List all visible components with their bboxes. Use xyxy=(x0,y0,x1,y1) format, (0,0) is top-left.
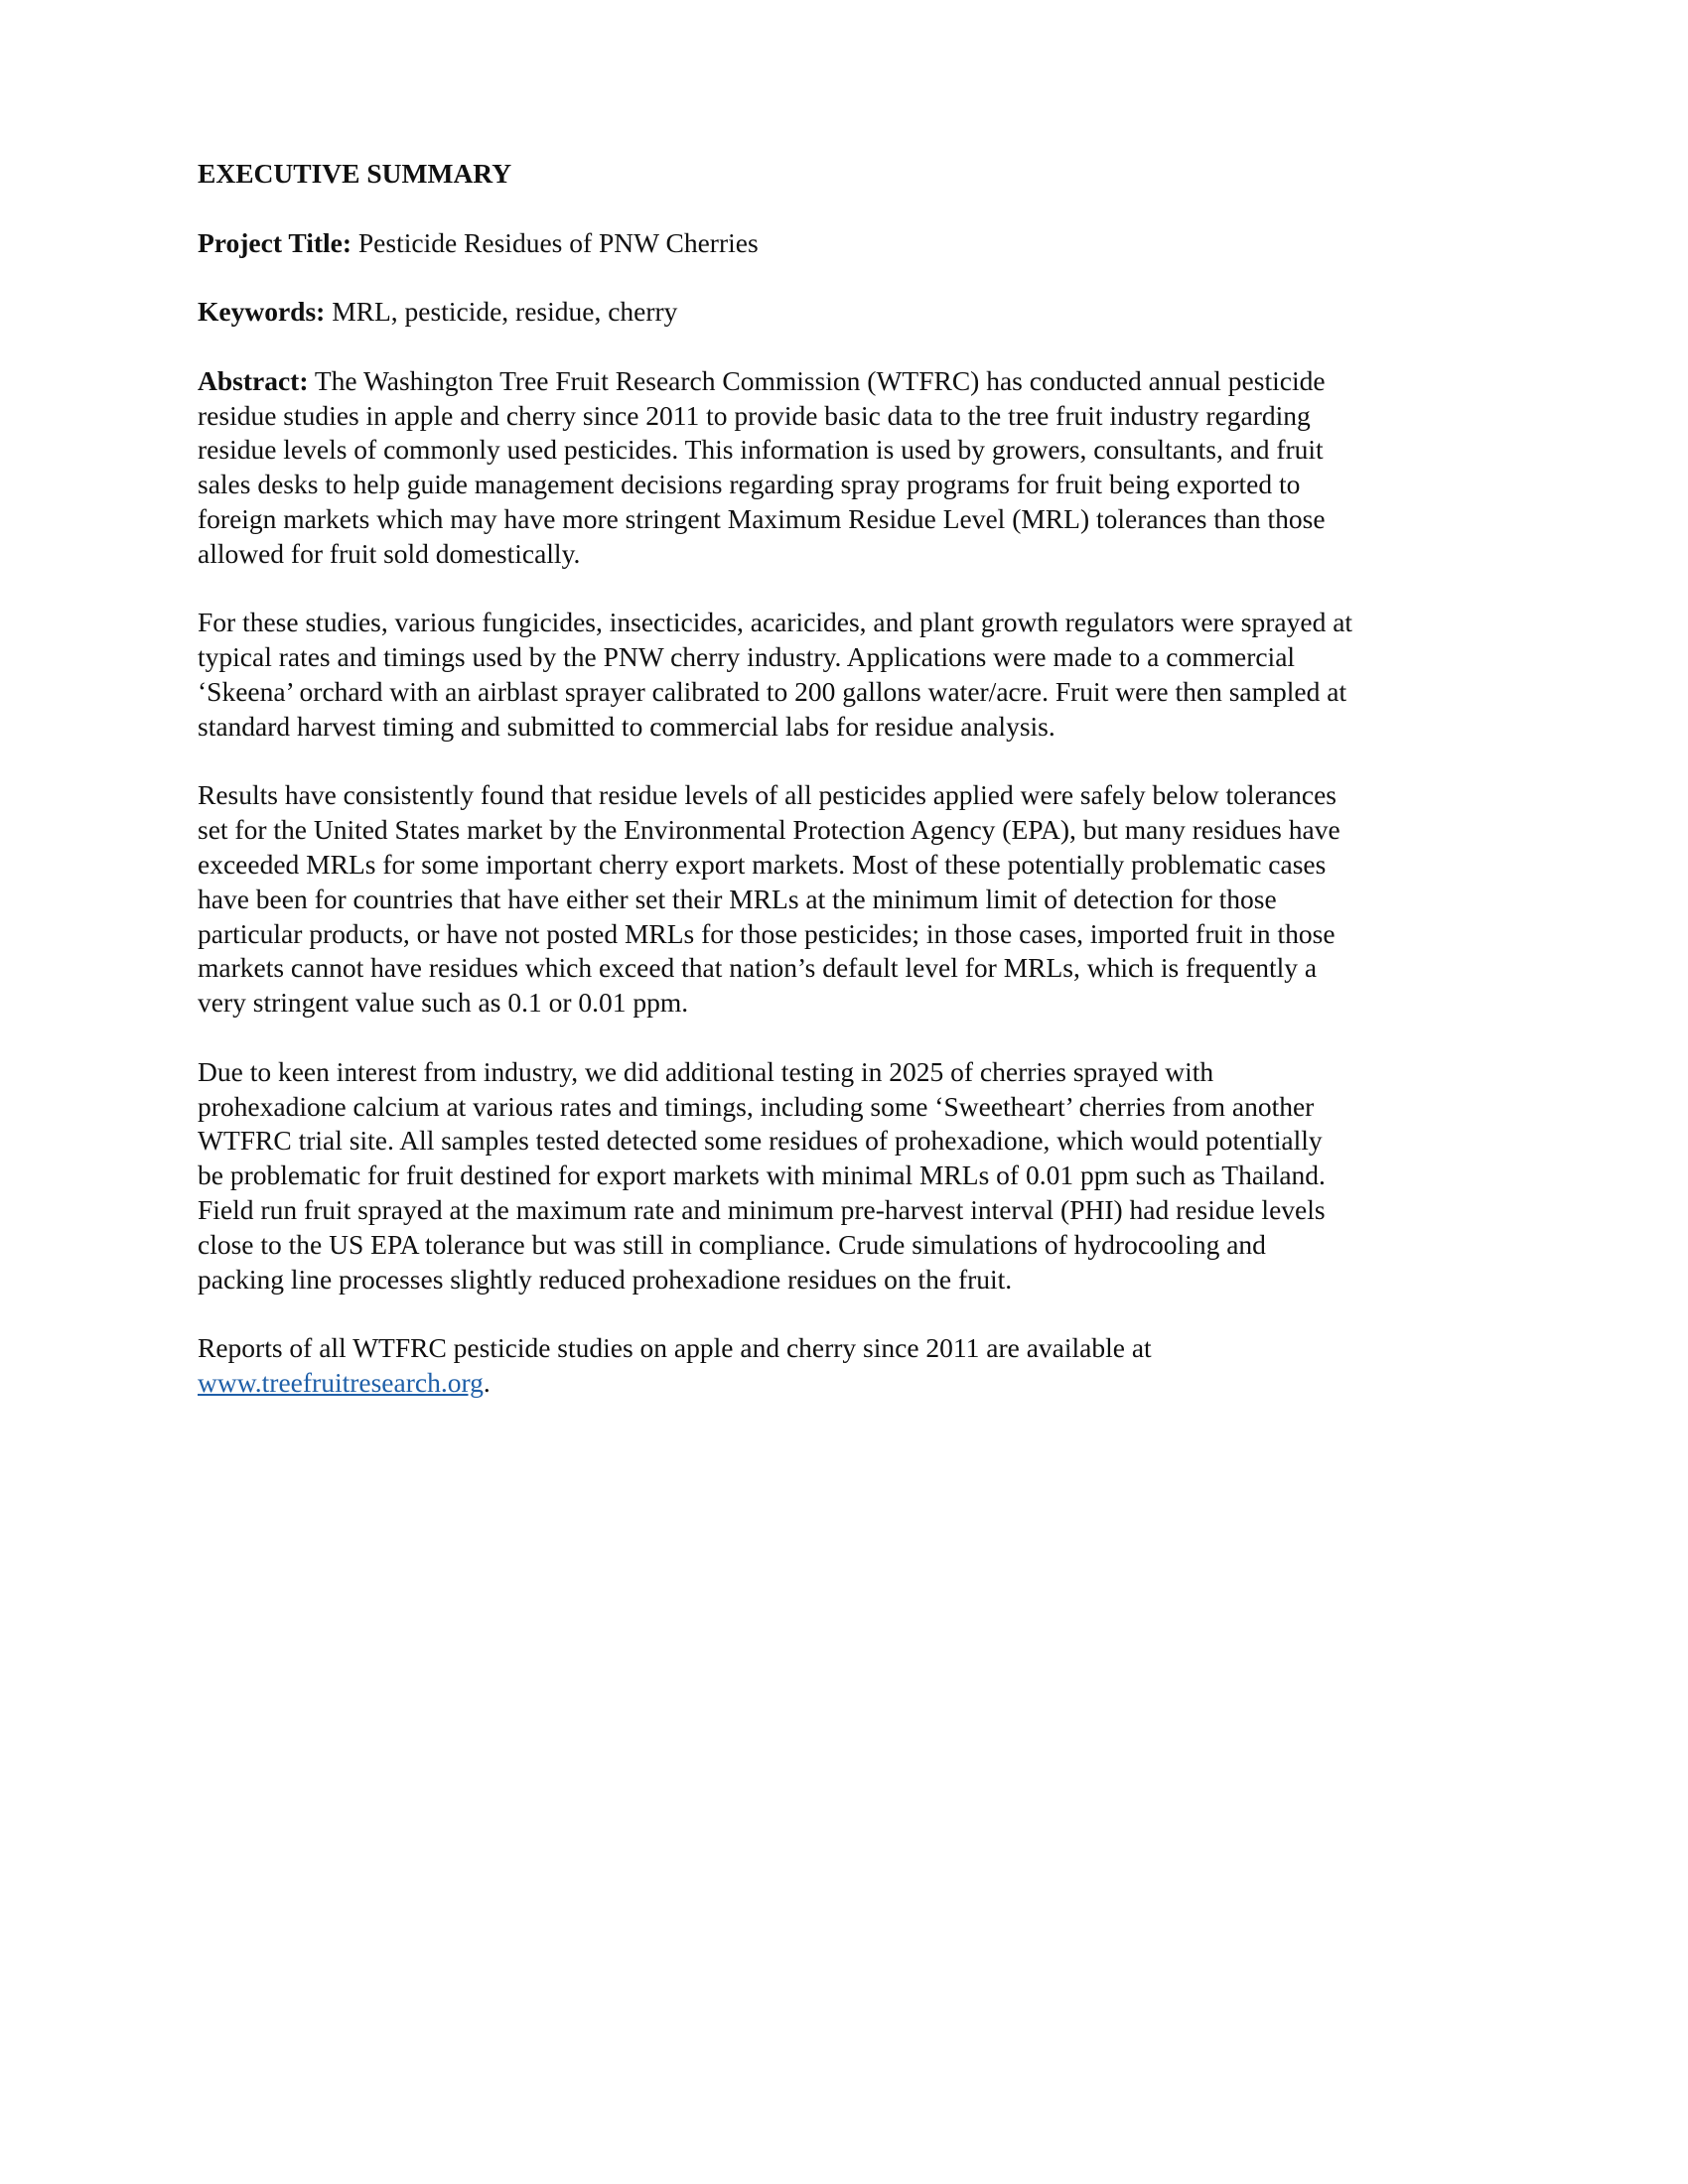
paragraph-line: Field run fruit sprayed at the maximum rate and minimum pre-harvest interval (PHI) had residue levels xyxy=(198,1193,1326,1225)
paragraph-line: packing line processes slightly reduced prohexadione residues on the fruit. xyxy=(198,1263,1013,1295)
paragraph-line: WTFRC trial site. All samples tested detected some residues of prohexadione, which would potentially xyxy=(198,1125,1323,1157)
paragraph-line: For these studies, various fungicides, insecticides, acaricides, and plant growth regulators were sprayed at xyxy=(198,607,1353,638)
abstract-line xyxy=(198,364,1508,399)
abstract-line: allowed for fruit sold domestically. xyxy=(198,537,581,569)
reports-paragraph xyxy=(198,1331,1508,1401)
paragraph-line: standard harvest timing and submitted to commercial labs for residue analysis. xyxy=(198,710,1055,742)
abstract-label: Abstract: xyxy=(198,364,309,396)
reports-link-line xyxy=(198,1366,1508,1401)
abstract-line: residue studies in apple and cherry since 2011 to provide basic data to the tree fruit industry regarding xyxy=(198,399,1311,431)
keywords-label: Keywords: xyxy=(198,296,326,328)
abstract-line-text: The Washington Tree Fruit Research Commission (WTFRC) has conducted annual pesticide xyxy=(308,364,1326,396)
abstract-line: sales desks to help guide management decisions regarding spray programs for fruit being exported to xyxy=(198,469,1301,500)
prohexadione-paragraph xyxy=(198,1055,1508,1297)
paragraph-line: ‘Skeena’ orchard with an airblast sprayer calibrated to 200 gallons water/acre. Fruit were then sampled at xyxy=(198,675,1347,707)
paragraph-line: be problematic for fruit destined for export markets with minimal MRLs of 0.01 ppm such as Thailand. xyxy=(198,1160,1326,1191)
document-page xyxy=(198,157,1508,1401)
results-paragraph xyxy=(198,778,1508,1021)
project-title-value: Pesticide Residues of PNW Cherries xyxy=(352,226,759,258)
paragraph-line: exceeded MRLs for some important cherry export markets. Most of these potentially problematic cases xyxy=(198,848,1327,880)
paragraph-line: set for the United States market by the Environmental Protection Agency (EPA), but many residues have xyxy=(198,814,1340,846)
page-heading: EXECUTIVE SUMMARY xyxy=(198,158,512,189)
paragraph-line: particular products, or have not posted MRLs for those pesticides; in those cases, imported fruit in those xyxy=(198,917,1336,949)
abstract-line: foreign markets which may have more stringent Maximum Residue Level (MRL) tolerances than those xyxy=(198,502,1326,534)
paragraph-line: have been for countries that have either set their MRLs at the minimum limit of detection for those xyxy=(198,883,1277,914)
abstract-line: residue levels of commonly used pesticides. This information is used by growers, consultants, and fruit xyxy=(198,434,1324,466)
paragraph-line: very stringent value such as 0.1 or 0.01 ppm. xyxy=(198,987,689,1019)
link-trailing-period: . xyxy=(483,1366,491,1398)
paragraph-line: markets cannot have residues which exceed that nation’s default level for MRLs, which is frequently a xyxy=(198,952,1318,984)
paragraph-line: Due to keen interest from industry, we did additional testing in 2025 of cherries sprayed with xyxy=(198,1055,1214,1087)
keywords-value: MRL, pesticide, residue, cherry xyxy=(325,296,678,328)
paragraph-line: prohexadione calcium at various rates and timings, including some ‘Sweetheart’ cherries from another xyxy=(198,1090,1315,1122)
reports-text: Reports of all WTFRC pesticide studies on apple and cherry since 2011 are available at xyxy=(198,1332,1152,1364)
keywords xyxy=(198,295,1508,330)
methods-paragraph xyxy=(198,606,1508,744)
paragraph-line: typical rates and timings used by the PNW cherry industry. Applications were made to a commercial xyxy=(198,641,1296,673)
treefruitresearch-link[interactable]: www.treefruitresearch.org xyxy=(198,1366,484,1398)
project-title xyxy=(198,226,1508,261)
project-title-label: Project Title: xyxy=(198,226,352,258)
paragraph-line: close to the US EPA tolerance but was still in compliance. Crude simulations of hydrocooling and xyxy=(198,1228,1266,1260)
paragraph-line: Results have consistently found that residue levels of all pesticides applied were safely below tolerances xyxy=(198,779,1337,811)
abstract-paragraph xyxy=(198,364,1508,572)
